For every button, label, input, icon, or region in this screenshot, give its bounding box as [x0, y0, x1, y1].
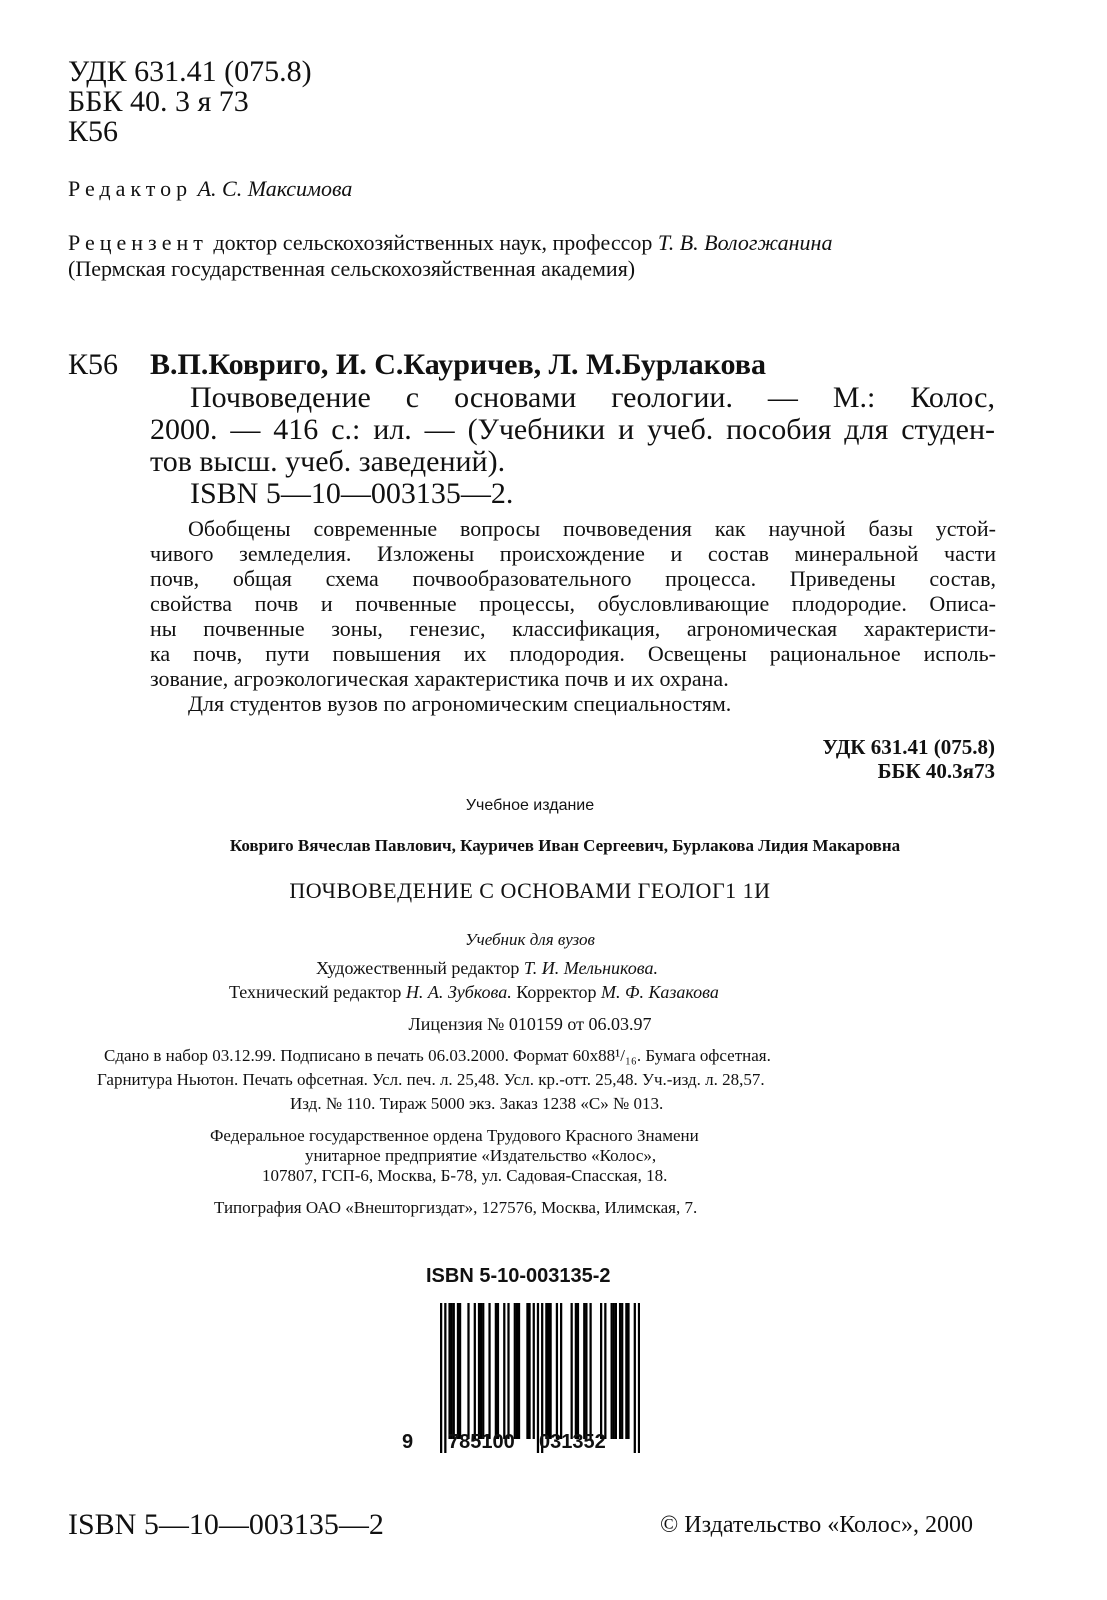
barcode-bar [474, 1303, 476, 1439]
barcode-bar [604, 1303, 606, 1439]
barcode-bar [547, 1303, 549, 1439]
index-bbk: ББК 40.3я73 [877, 759, 995, 783]
reviewer-affiliation: (Пермская государственная сельскохозяйственная академия) [68, 256, 636, 281]
barcode-bar [560, 1303, 562, 1439]
footer-copyright: © Издательство «Колос», 2000 [660, 1512, 973, 1538]
license: Лицензия № 010159 от 06.03.97 [408, 1014, 652, 1034]
barcode-group-2: 031352 [539, 1431, 606, 1453]
author-mark: К56 [68, 115, 119, 148]
reviewer-label: Рецензент [68, 230, 208, 255]
barcode-bar [516, 1303, 518, 1439]
art-editor-label: Художественный редактор [316, 958, 520, 978]
barcode-guard-bar [440, 1303, 442, 1453]
barcode-bar [583, 1303, 585, 1439]
barcode-guard-bar [638, 1303, 640, 1453]
barcode-bar [615, 1303, 617, 1439]
barcode-bar [497, 1303, 499, 1439]
barcode-bar [600, 1303, 602, 1439]
printer-line: Типография ОАО «Внешторгиздат», 127576, Москва, Илимская, 7. [214, 1198, 698, 1217]
footer-isbn: ISBN 5—10—003135—2 [68, 1508, 384, 1541]
barcode-bar [495, 1303, 497, 1439]
barcode-bar [556, 1303, 558, 1439]
editor-line [68, 176, 352, 202]
abstract-line-2: чивого земледелия. Изложены происхождение и состав минеральной части [150, 541, 996, 566]
barcode-bar [627, 1303, 629, 1439]
barcode-bar [488, 1303, 490, 1439]
publisher-line-2: унитарное предприятие «Издательство «Колос», [305, 1146, 657, 1165]
abstract-line-5: ны почвенные зоны, генезис, классификация, агрономическая характеристи- [150, 616, 996, 641]
abstract-line-3: почв, общая схема почвообразовательного процесса. Приведены состав, [150, 566, 996, 591]
barcode-bar [518, 1303, 520, 1439]
barcode-lead-digit: 9 [402, 1431, 414, 1453]
art-editor-name: Т. И. Мельникова. [523, 958, 658, 978]
editor-name: А. С. Максимова [197, 176, 353, 201]
bib-author-mark: К56 [68, 348, 119, 381]
barcode-bar [457, 1303, 459, 1439]
tech-editor-label: Технический редактор [229, 982, 402, 1002]
barcode-bar [577, 1303, 579, 1439]
corrector-label: Корректор [516, 982, 597, 1002]
reviewer-line [68, 230, 832, 256]
barcode-group-1: 785100 [448, 1431, 515, 1453]
barcode-guard-bar [444, 1303, 446, 1453]
isbn-barcode [402, 1265, 645, 1485]
barcode-guard-bar [634, 1303, 636, 1453]
bib-isbn: ISBN 5—10—003135—2. [190, 477, 514, 510]
barcode-bar [589, 1303, 591, 1439]
barcode-bar [451, 1303, 453, 1439]
barcode-bar [533, 1303, 535, 1439]
barcode-bar [575, 1303, 577, 1439]
abstract-line-1: Обобщены современные вопросы почвоведения как научной базы устой- [188, 516, 996, 541]
barcode-bar [621, 1303, 623, 1439]
reviewer-name: Т. В. Вологжанина [657, 230, 833, 255]
barcode-bar [507, 1303, 509, 1439]
barcode-bar [503, 1303, 505, 1439]
edition-type: Учебное издание [465, 797, 595, 814]
barcode-bar [526, 1303, 528, 1439]
publisher-line-1: Федеральное государственное ордена Трудового Красного Знамени [210, 1126, 699, 1145]
bib-line-1: Почвоведение с основами геологии. — М.: Колос, [190, 381, 995, 414]
barcode-bar [478, 1303, 480, 1439]
reviewer-text: доктор сельскохозяйственных наук, профессор [213, 230, 653, 255]
tech-editor-line [229, 982, 719, 1003]
abstract-line-6: ка почв, пути повышения их плодородия. Освещены рациональное исполь- [150, 641, 996, 666]
barcode-bar [459, 1303, 461, 1439]
barcode-bar [480, 1303, 482, 1439]
abstract-line-7: зование, агроэкологическая характеристика почв и их охрана. [150, 666, 729, 691]
barcode-bar [611, 1303, 613, 1439]
index-udk: УДК 631.41 (075.8) [822, 735, 995, 759]
book-title: ПОЧВОВЕДЕНИЕ С ОСНОВАМИ ГЕОЛОГ1 1И [289, 878, 771, 903]
barcode-bar [585, 1303, 587, 1439]
barcode-bar [571, 1303, 573, 1439]
barcode-bar [625, 1303, 627, 1439]
udk-code: УДК 631.41 (075.8) [68, 55, 312, 88]
barcode-bar [467, 1303, 469, 1439]
barcode-bar [545, 1303, 547, 1439]
barcode-bar [613, 1303, 615, 1439]
bib-authors: В.П.Ковриго, И. С.Кауричев, Л. М.Бурлакова [150, 348, 767, 381]
publisher-line-3: 107807, ГСП-6, Москва, Б-78, ул. Садовая-Спасская, 18. [262, 1166, 668, 1185]
print-details-1: Сдано в набор 03.12.99. Подписано в печать 06.03.2000. Формат 60х88¹/₁₆. Бумага офсетная. [104, 1046, 771, 1065]
art-editor-line [316, 958, 658, 979]
barcode-bar [528, 1303, 530, 1439]
abstract-line-4: свойства почв и почвенные процессы, обусловливающие плодородие. Описа- [150, 591, 996, 616]
barcode-bar [482, 1303, 484, 1439]
print-details-2: Гарнитура Ньютон. Печать офсетная. Усл. печ. л. 25,48. Усл. кр.-отт. 25,48. Уч.-изд. л. 28,57. [97, 1070, 765, 1089]
print-details-3: Изд. № 110. Тираж 5000 экз. Заказ 1238 «С» № 013. [290, 1094, 664, 1113]
tech-editor-name: Н. А. Зубкова. [405, 982, 512, 1002]
bib-line-3: тов высш. учеб. заведений). [150, 445, 506, 478]
editor-label: Редактор [68, 176, 193, 201]
barcode-bar [514, 1303, 516, 1439]
barcode-bar [453, 1303, 455, 1439]
full-authors: Ковриго Вячеслав Павлович, Кауричев Иван Сергеевич, Бурлакова Лидия Макаровна [229, 836, 901, 855]
book-subtitle: Учебник для вузов [465, 930, 595, 949]
barcode-bar [448, 1303, 450, 1439]
bib-line-2: 2000. — 416 с.: ил. — (Учебники и учеб. пособия для студен- [150, 413, 995, 446]
abstract-audience: Для студентов вузов по агрономическим специальностям. [188, 691, 732, 716]
barcode-bar [619, 1303, 621, 1439]
bbk-code: ББК 40. 3 я 73 [68, 85, 249, 118]
barcode-isbn-label: ISBN 5-10-003135-2 [426, 1265, 611, 1287]
corrector-name: М. Ф. Казакова [600, 982, 719, 1002]
barcode-bar [549, 1303, 551, 1439]
